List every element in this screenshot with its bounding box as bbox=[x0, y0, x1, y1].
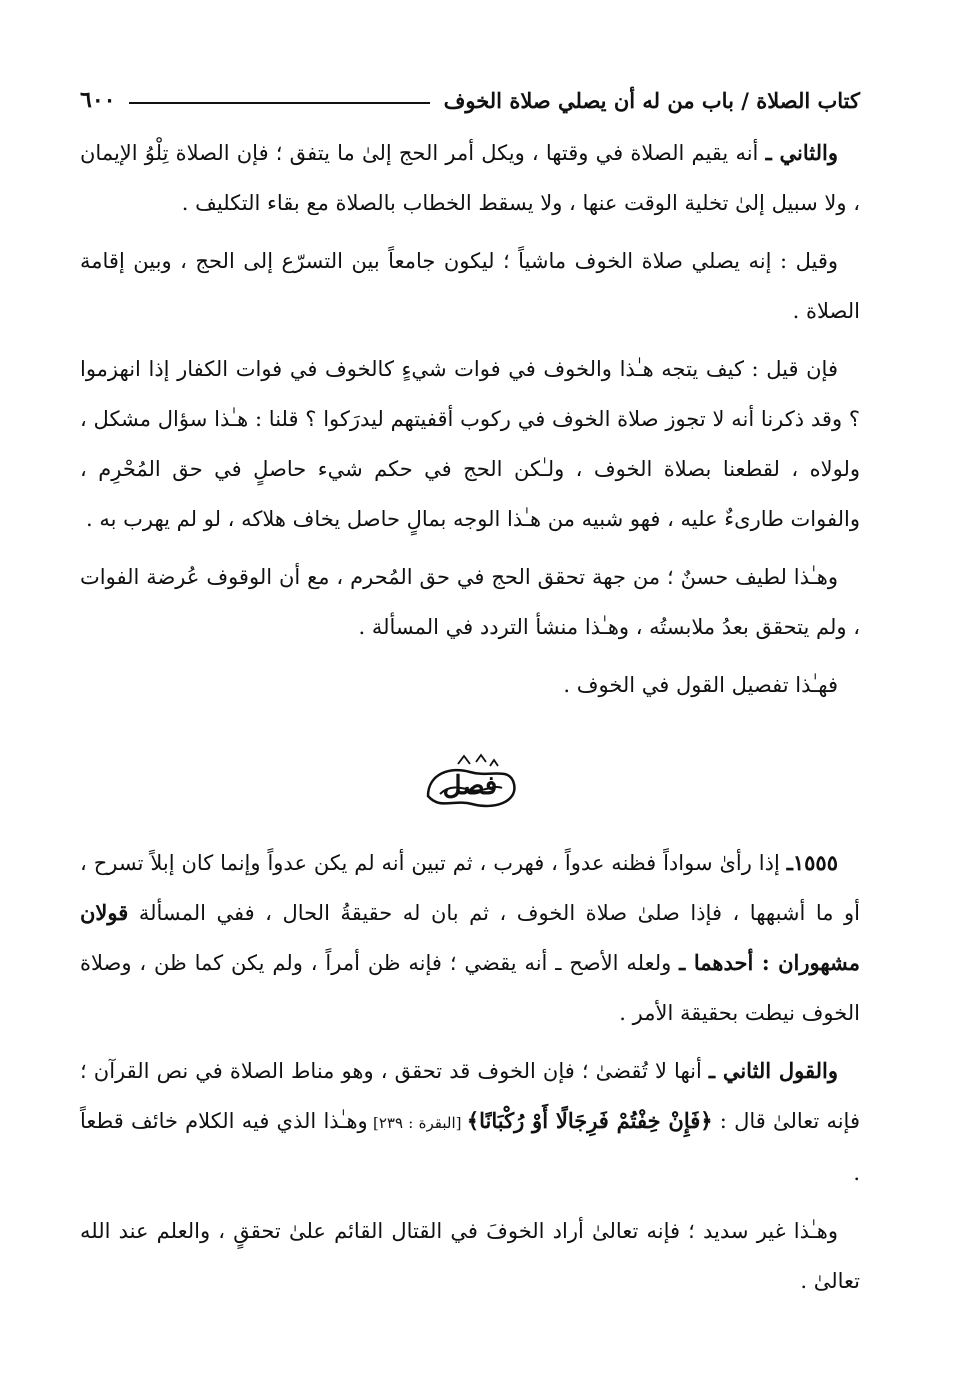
paragraph-4-text: وهـٰذا لطيف حسنٌ ؛ من جهة تحقق الحج في حق المُحرم ، مع أن الوقوف عُرضة الفوات ، ولم يتحقق بعدُ ملابستُه ، وهـٰذا منشأ التردد في المسألة . bbox=[80, 565, 860, 639]
paragraph-7-text-1: أنها لا تُقضىٰ ؛ فإن الخوف قد تحقق ، وهو مناط الصلاة في نص القرآن ؛ فإنه تعالىٰ قال : bbox=[80, 1059, 860, 1133]
paragraph-5-text: فهـٰذا تفصيل القول في الخوف . bbox=[563, 673, 838, 697]
paragraph-4 bbox=[80, 552, 860, 652]
paragraph-3-text: فإن قيل : كيف يتجه هـٰذا والخوف في فوات شيءٍ كالخوف في فوات الكفار إذا انهزموا ؟ وقد ذكرنا أنه لا تجوز صلاة الخوف في ركوب أقفيتهم ليدرَكوا ؟ قلنا : هـٰذا سؤال مشكل ، ولولاه ، لقطعنا بصلاة الخوف ، ولـٰكن الحج في حكم شيء حاصلٍ في حق المُحْرِم ، والفوات طارىءٌ عليه ، فهو شبيه من هـٰذا الوجه بمالٍ حاصل يخاف هلاكه ، لو لم يهرب به . bbox=[80, 357, 860, 531]
page-body bbox=[80, 128, 860, 1314]
paragraph-6-text-2: ولعله الأصح ـ أنه يقضي ؛ فإنه ظن أمراً ، ولم يكن كما ظن ، وصلاة الخوف نيطت بحقيقة الأمر . bbox=[80, 951, 860, 1025]
paragraph-1-text: أنه يقيم الصلاة في وقتها ، ويكل أمر الحج إلىٰ ما يتفق ؛ فإن الصلاة تِلْوُ الإيمان ، ولا سبيل إلىٰ تخلية الوقت عنها ، ولا يسقط الخطاب بالصلاة مع بقاء التكليف . bbox=[80, 141, 860, 215]
page-number: ٦٠٠ bbox=[80, 87, 116, 113]
paragraph-1 bbox=[80, 128, 860, 228]
paragraph-6-text-1: إذا رأىٰ سواداً فظنه عدواً ، فهرب ، ثم تبين أنه لم يكن عدواً وإنما كان إبلاً تسرح ، أو ما أشبهها ، فإذا صلىٰ صلاة الخوف ، ثم بان له حقيقةُ الحال ، ففي المسألة bbox=[80, 851, 860, 925]
verse-reference: [البقرة : ٢٣٩] bbox=[367, 1114, 467, 1132]
fasl-calligraphy-ornament bbox=[410, 744, 530, 824]
paragraph-7-text-2: وهـٰذا الذي فيه الكلام خائف قطعاً . bbox=[80, 1109, 860, 1185]
paragraph-7 bbox=[80, 1046, 860, 1198]
ornament-top-flourish bbox=[458, 755, 498, 766]
issue-number: ١٥٥٥ـ bbox=[786, 850, 838, 875]
header-rule bbox=[129, 102, 429, 104]
paragraph-6 bbox=[80, 838, 860, 1038]
paragraph-7-lead: والقول الثاني ـ bbox=[708, 1058, 838, 1083]
paragraph-5 bbox=[80, 660, 860, 710]
quran-verse: ﴿فَإِنْ خِفْتُمْ فَرِجَالًا أَوْ رُكْبَانًا﴾ bbox=[466, 1108, 713, 1133]
section-heading-ornament bbox=[80, 730, 860, 838]
section-heading: فصل bbox=[442, 771, 498, 801]
running-header bbox=[80, 82, 860, 118]
paragraph-2-text: وقيل : إنه يصلي صلاة الخوف ماشياً ؛ ليكون جامعاً بين التسرّع إلى الحج ، وبين إقامة الصلاة . bbox=[80, 249, 860, 323]
paragraph-6-bold: قولان مشهوران : أحدهما ـ bbox=[80, 900, 860, 975]
chapter-title: كتاب الصلاة / باب من له أن يصلي صلاة الخوف bbox=[443, 87, 860, 113]
paragraph-1-lead: والثاني ـ bbox=[765, 140, 838, 165]
paragraph-3 bbox=[80, 344, 860, 544]
paragraph-2 bbox=[80, 236, 860, 336]
paragraph-8-text: وهـٰذا غير سديد ؛ فإنه تعالىٰ أراد الخوفَ في القتال القائم علىٰ تحققٍ ، والعلم عند الله تعالىٰ . bbox=[80, 1219, 860, 1293]
paragraph-8 bbox=[80, 1206, 860, 1306]
